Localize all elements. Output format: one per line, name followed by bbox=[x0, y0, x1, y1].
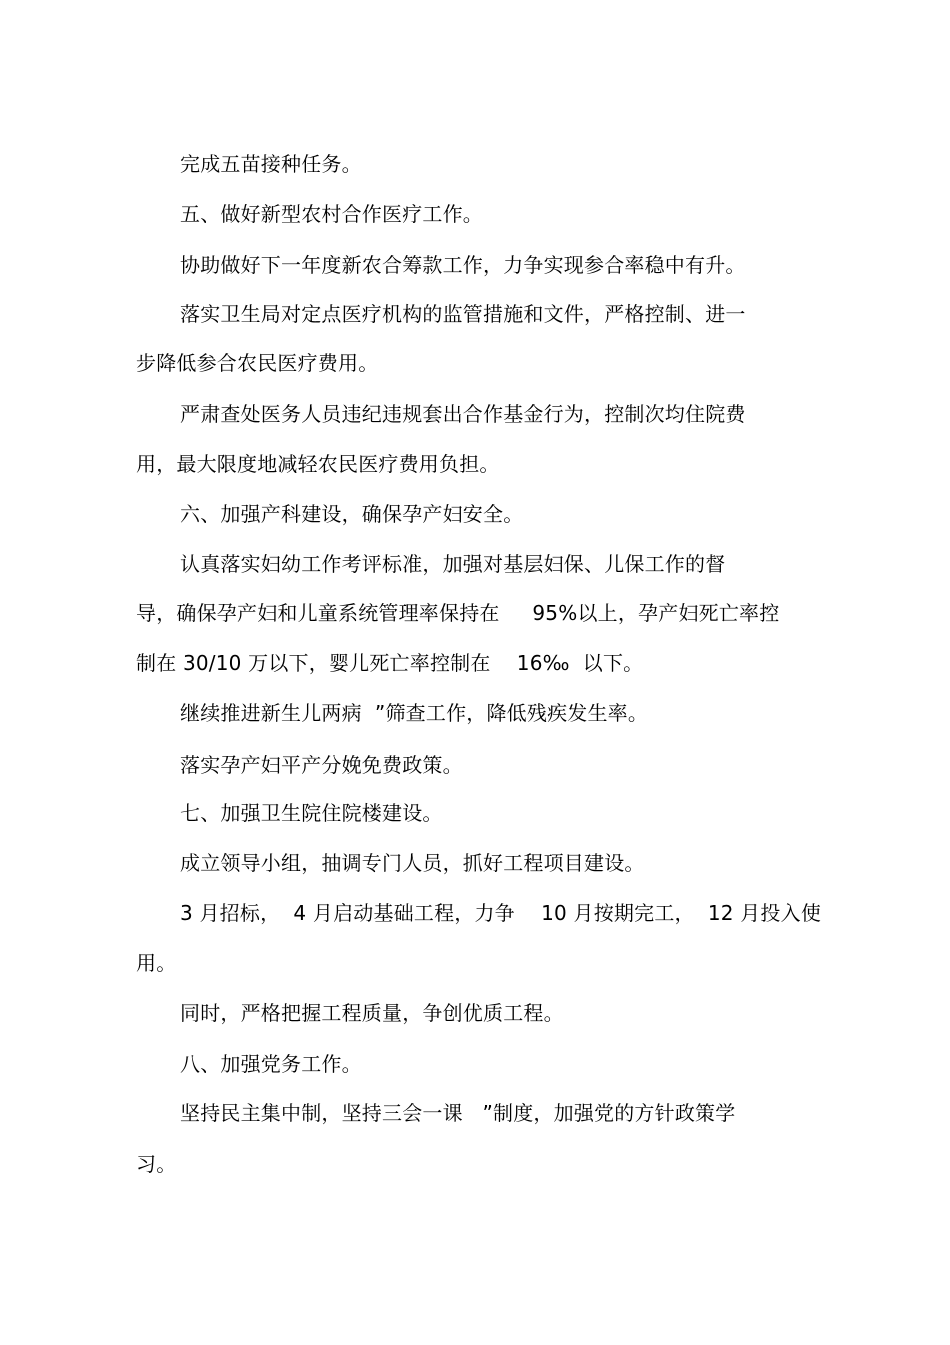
paragraph-line: 继续推进新生儿两病 ”筛查工作，降低残疾发生率。 bbox=[180, 701, 649, 725]
section-heading: 八、加强党务工作。 bbox=[180, 1052, 362, 1076]
paragraph-line: 步降低参合农民医疗费用。 bbox=[136, 351, 379, 375]
paragraph-line: 3 月招标， 4 月启动基础工程，力争 10 月按期完工， 12 月投入使 bbox=[180, 901, 822, 925]
paragraph-line: 用。 bbox=[136, 951, 177, 975]
paragraph-line: 落实卫生局对定点医疗机构的监管措施和文件，严格控制、进一 bbox=[180, 302, 746, 326]
paragraph-line: 导，确保孕产妇和儿童系统管理率保持在 95%以上，孕产妇死亡率控 bbox=[136, 601, 780, 625]
section-heading: 六、加强产科建设，确保孕产妇安全。 bbox=[180, 502, 524, 526]
paragraph-line: 成立领导小组，抽调专门人员，抓好工程项目建设。 bbox=[180, 851, 645, 875]
paragraph-line: 严肃查处医务人员违纪违规套出合作基金行为，控制次均住院费 bbox=[180, 402, 746, 426]
paragraph-line: 制在 30/10 万以下，婴儿死亡率控制在 16‰ 以下。 bbox=[136, 651, 644, 675]
paragraph-line: 落实孕产妇平产分娩免费政策。 bbox=[180, 753, 463, 777]
paragraph-line: 坚持民主集中制，坚持三会一课 ”制度，加强党的方针政策学 bbox=[180, 1101, 736, 1125]
paragraph-line: 完成五苗接种任务。 bbox=[180, 152, 362, 176]
section-heading: 七、加强卫生院住院楼建设。 bbox=[180, 801, 443, 825]
section-heading: 五、做好新型农村合作医疗工作。 bbox=[180, 202, 483, 226]
paragraph-line: 同时，严格把握工程质量，争创优质工程。 bbox=[180, 1001, 564, 1025]
paragraph-line: 认真落实妇幼工作考评标准，加强对基层妇保、儿保工作的督 bbox=[180, 552, 726, 576]
paragraph-line: 习。 bbox=[136, 1152, 177, 1176]
paragraph-line: 用，最大限度地减轻农民医疗费用负担。 bbox=[136, 452, 500, 476]
paragraph-line: 协助做好下一年度新农合筹款工作，力争实现参合率稳中有升。 bbox=[180, 253, 746, 277]
